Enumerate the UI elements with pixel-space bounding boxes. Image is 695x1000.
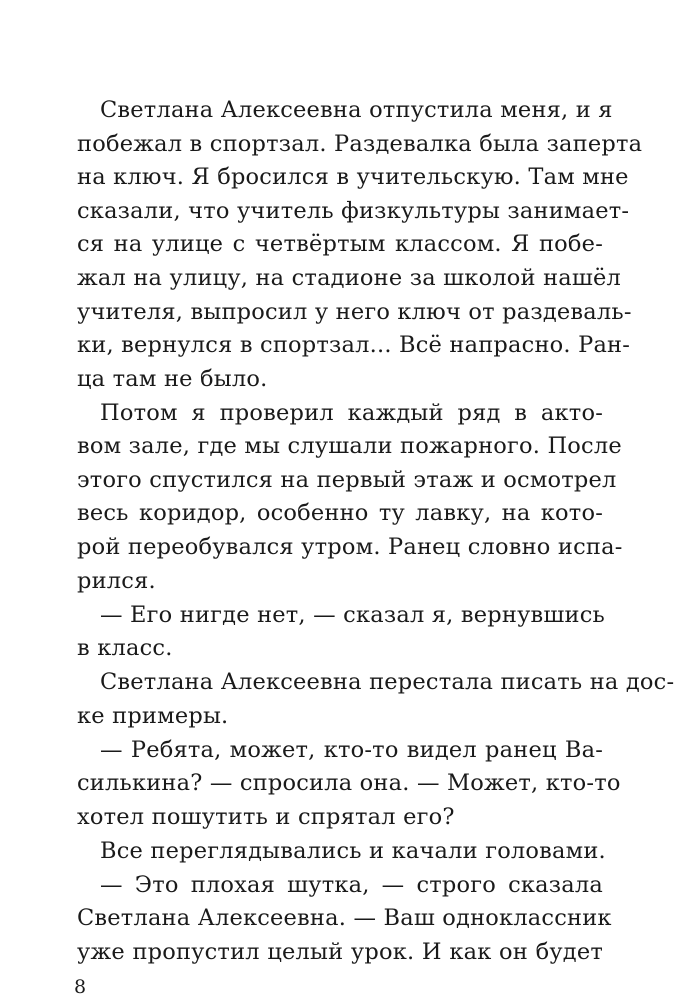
text-line: — Ребята, может, кто-то видел ранец Ва- (100, 737, 603, 763)
text-line: весь коридор, особенно ту лавку, на кото- (77, 500, 603, 526)
text-line: Светлана Алексеевна перестала писать на дос- (100, 669, 675, 695)
text-line: Потом я проверил каждый ряд в акто- (100, 400, 603, 426)
text-line: сказали, что учитель физкультуры занимает- (77, 198, 630, 224)
text-line: силькина? — спросила она. — Может, кто-то (77, 770, 621, 796)
text-line: рой переобувался утром. Ранец словно испа- (77, 534, 623, 560)
text-line: вом зале, где мы слушали пожарного. После (77, 433, 622, 459)
text-line: рился. (77, 568, 156, 594)
text-line: ся на улице с четвёртым классом. Я побе- (77, 231, 603, 257)
text-line: хотел пошутить и спрятал его? (77, 804, 455, 830)
text-line: жал на улицу, на стадионе за школой нашёл (77, 265, 622, 291)
text-line: побежал в спортзал. Раздевалка была заперта (77, 131, 643, 157)
text-line: ца там не было. (77, 366, 268, 392)
text-line: — Это плохая шутка, — строго сказала (100, 872, 603, 898)
text-line: — Его нигде нет, — сказал я, вернувшись (100, 602, 605, 628)
text-line: этого спустился на первый этаж и осмотрел (77, 467, 617, 493)
text-line: на ключ. Я бросился в учительскую. Там мне (77, 164, 629, 190)
text-line: Светлана Алексеевна. — Ваш одноклассник (77, 905, 612, 931)
text-line: Все переглядывались и качали головами. (100, 838, 606, 864)
page-number: 8 (74, 976, 87, 998)
text-line: ке примеры. (77, 703, 229, 729)
text-line: в класс. (77, 635, 173, 661)
text-line: Светлана Алексеевна отпустила меня, и я (100, 97, 613, 123)
text-line: учителя, выпросил у него ключ от раздеваль- (77, 299, 632, 325)
text-line: ки, вернулся в спортзал... Всё напрасно. Ран- (77, 332, 631, 358)
text-line: уже пропустил целый урок. И как он будет (77, 939, 603, 965)
